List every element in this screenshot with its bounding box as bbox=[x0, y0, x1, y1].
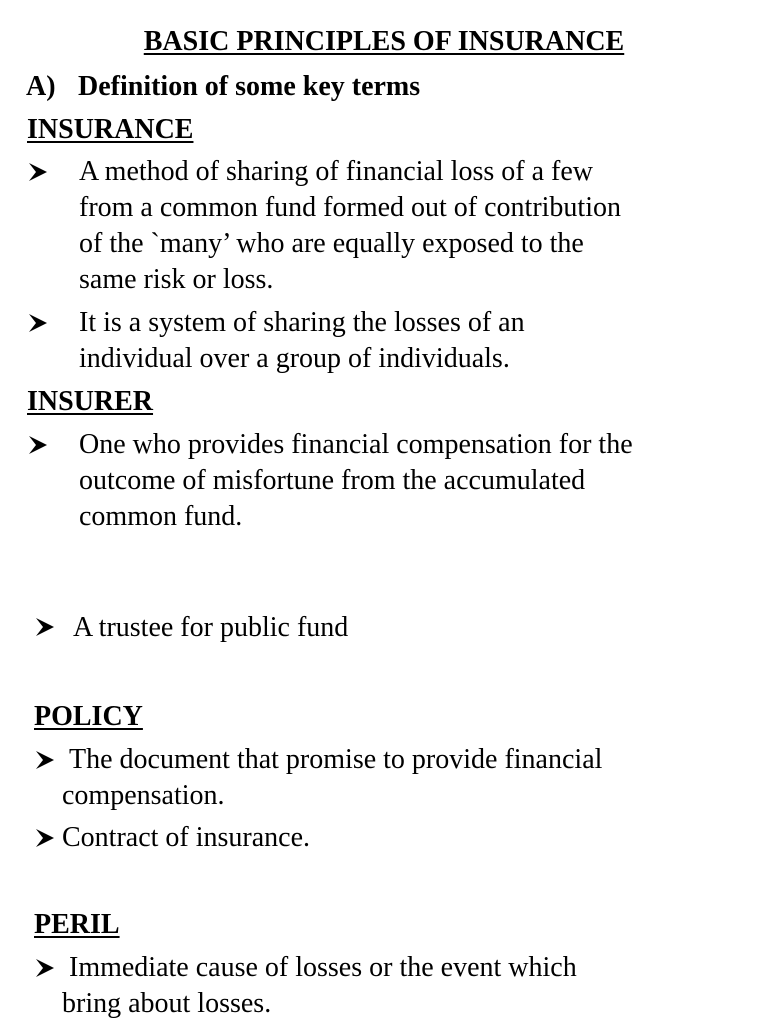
insurer-bullet-2-line-1: A trustee for public fund bbox=[73, 612, 349, 643]
term-insurer: INSURER bbox=[27, 386, 154, 417]
policy-bullet-1-line-2: compensation. bbox=[62, 780, 225, 811]
peril-bullet-1-line-1: Immediate cause of losses or the event which bbox=[69, 952, 577, 983]
insurance-bullet-2-line-1: It is a system of sharing the losses of an bbox=[79, 307, 525, 338]
policy-bullet-2-line-1: Contract of insurance. bbox=[62, 822, 311, 853]
term-peril: PERIL bbox=[34, 909, 120, 940]
arrow-bullet-icon bbox=[35, 958, 55, 978]
arrow-bullet-icon bbox=[35, 617, 55, 637]
section-heading bbox=[26, 67, 420, 107]
policy-bullet-1-line-1: The document that promise to provide financial bbox=[69, 744, 603, 775]
arrow-bullet-icon bbox=[28, 162, 48, 182]
arrow-bullet-icon bbox=[28, 313, 48, 333]
insurance-bullet-1-line-4: same risk or loss. bbox=[79, 264, 274, 295]
arrow-bullet-icon bbox=[35, 828, 55, 848]
insurer-bullet-1-line-2: outcome of misfortune from the accumulated bbox=[79, 465, 586, 496]
insurance-bullet-1-line-2: from a common fund formed out of contribution bbox=[79, 192, 621, 223]
section-letter: A) bbox=[26, 71, 56, 102]
insurer-bullet-1-line-3: common fund. bbox=[79, 501, 243, 532]
insurance-bullet-1-line-3: of the `many’ who are equally exposed to the bbox=[79, 228, 584, 259]
insurer-bullet-1-line-1: One who provides financial compensation for the bbox=[79, 429, 633, 460]
page-title: BASIC PRINCIPLES OF INSURANCE bbox=[143, 26, 625, 57]
arrow-bullet-icon bbox=[35, 750, 55, 770]
arrow-bullet-icon bbox=[28, 435, 48, 455]
section-heading-text: Definition of some key terms bbox=[78, 71, 421, 102]
insurance-bullet-1-line-1: A method of sharing of financial loss of a few bbox=[79, 156, 593, 187]
term-policy: POLICY bbox=[34, 701, 143, 732]
insurance-bullet-2-line-2: individual over a group of individuals. bbox=[79, 343, 510, 374]
peril-bullet-1-line-2: bring about losses. bbox=[62, 988, 272, 1019]
term-insurance: INSURANCE bbox=[27, 114, 194, 145]
